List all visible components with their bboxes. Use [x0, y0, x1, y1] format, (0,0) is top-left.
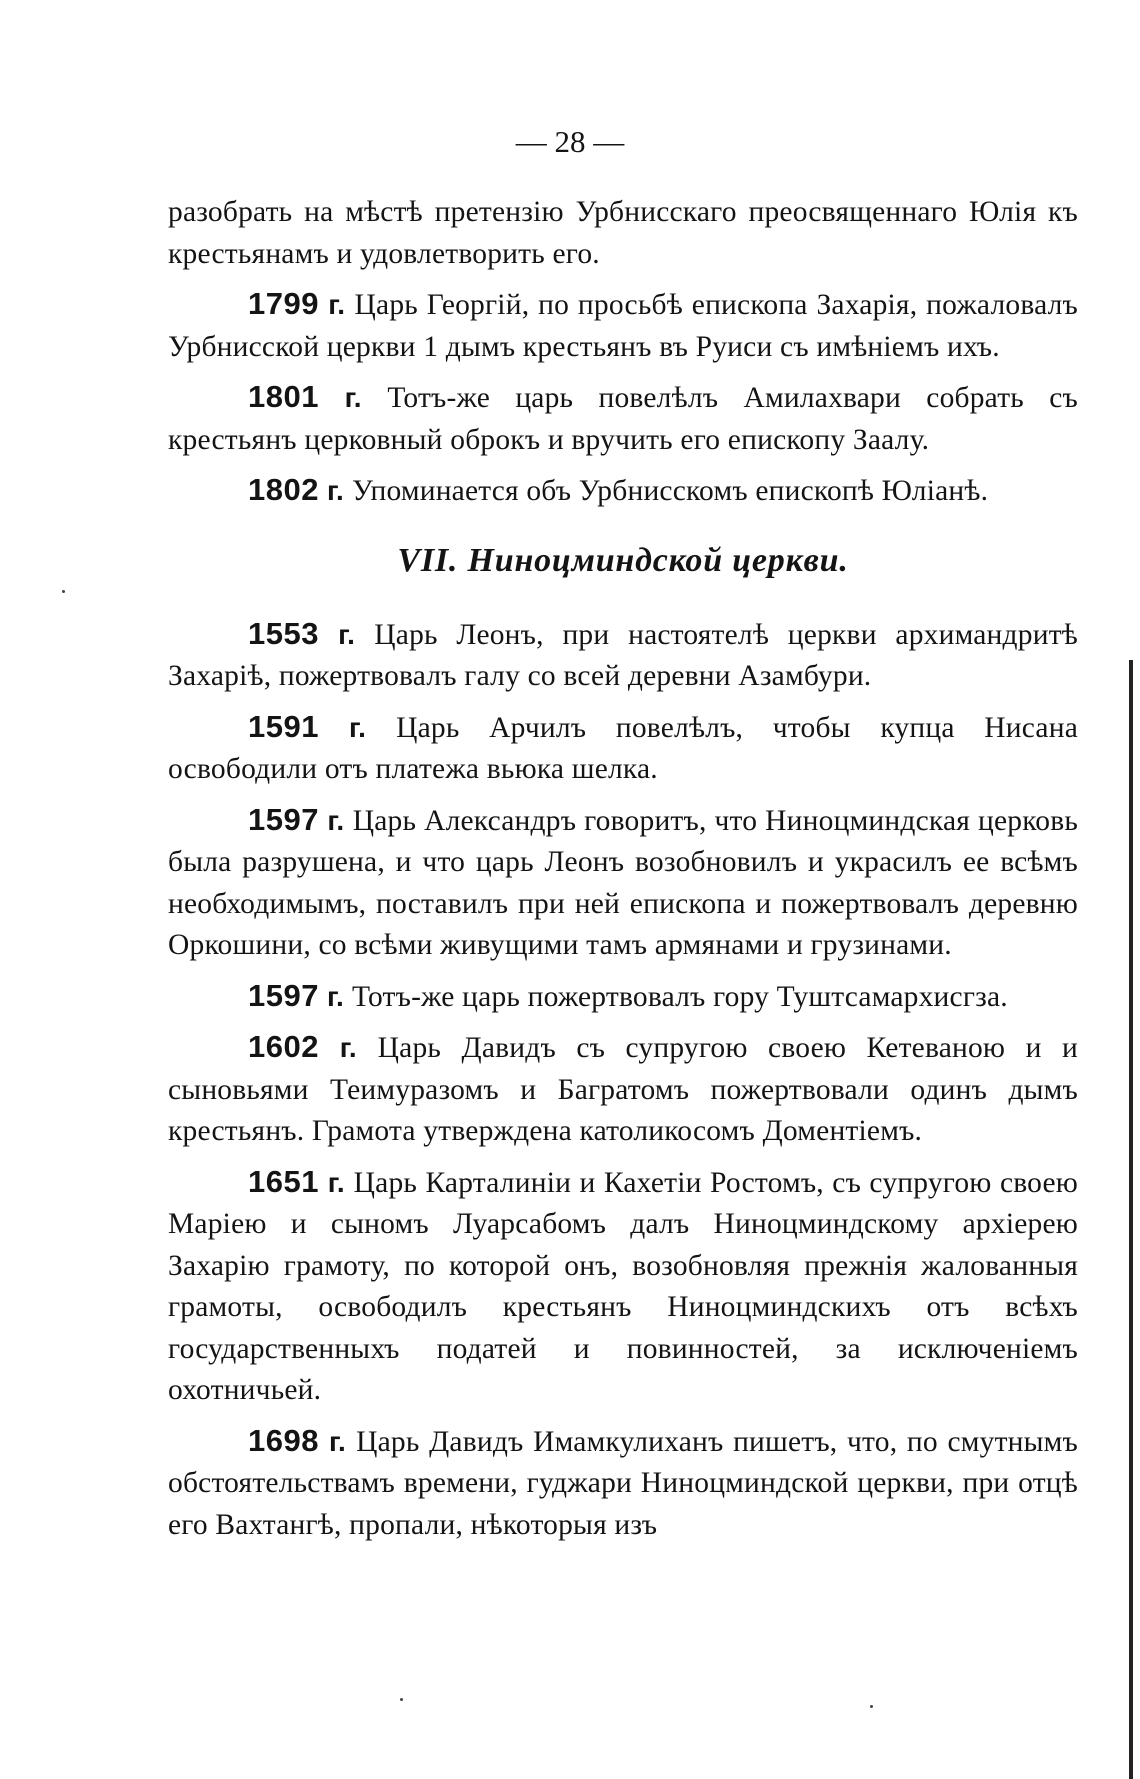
scan-speck [870, 1705, 873, 1708]
entry-1801 [168, 376, 1078, 461]
entry-text: Царь Арчилъ повелѣлъ, чтобы купца Нисана освободили отъ платежа вьюка шелка. [168, 711, 1078, 785]
entry-year: 1553 [248, 615, 319, 651]
year-suffix: г. [318, 1166, 354, 1198]
entry-year: 1591 [248, 708, 319, 744]
entry-text: Царь Георгій, по просьбѣ епископа Захарія, пожаловалъ Урбнисской церкви 1 дымъ крестьянъ въ Руиси съ имѣніемъ ихъ. [168, 289, 1079, 363]
entry-text: Царь Леонъ, при настоятелѣ церкви архимандритѣ Захаріѣ, пожертвовалъ галу со всей деревни Азамбури. [168, 618, 1078, 692]
entry-text: Тотъ-же царь повелѣлъ Амилахвари собрать съ крестьянъ церковный оброкъ и вручить его епископу Заалу. [168, 382, 1078, 456]
text-column [168, 192, 1078, 1554]
year-suffix: г. [318, 980, 352, 1012]
scan-speck [400, 1698, 403, 1701]
entry-text: Упоминается объ Урбнисскомъ епископѣ Юліанѣ. [351, 475, 989, 507]
page-number: — 28 — [515, 124, 625, 159]
entry-text: Царь Давидъ Имамкулиханъ пишетъ, что, по смутнымъ обстоятельствамъ времени, гуджари Ниноцминдской церкви, при отцѣ его Вахтангѣ, пропали, нѣкоторыя изъ [168, 1425, 1078, 1541]
entry-text: Царь Карталиніи и Кахетіи Ростомъ, съ супругою своею Маріею и сыномъ Луарсабомъ далъ Ниноцминдскому архіерею Захарію грамоту, по которой онъ, возобновляя прежнія жалованныя грамоты, освободилъ крестьянъ Ниноцминдскихъ отъ всѣхъ государственныхъ податей и повинностей, за исключеніемъ охотничьей. [168, 1166, 1079, 1406]
entry-1553 [168, 613, 1078, 698]
entry-year: 1801 [248, 379, 319, 414]
year-suffix: г. [318, 711, 397, 743]
year-suffix: г. [318, 289, 355, 320]
entry-year: 1802 [248, 472, 319, 507]
entry-1698 [168, 1420, 1078, 1547]
entry-1799 [168, 283, 1078, 368]
year-suffix: г. [318, 1032, 378, 1063]
entry-1802 [168, 469, 1078, 513]
entry-text: Царь Александръ говоритъ, что Ниноцминдская церковь была разрушена, и что царь Леонъ возобновилъ и украсилъ ее всѣмъ необходимымъ, поставилъ при ней епископа и пожертвовалъ деревню Оркошини, со всѣми живущими тамъ армянами и грузинами. [168, 804, 1079, 961]
year-suffix: г. [318, 382, 388, 413]
entry-1591 [168, 706, 1078, 791]
entry-year: 1602 [248, 1029, 319, 1064]
year-suffix: г. [318, 1425, 357, 1457]
entry-1597-a [168, 799, 1078, 967]
year-suffix: г. [318, 804, 353, 836]
entry-1597-b [168, 975, 1078, 1019]
entry-1651 [168, 1161, 1078, 1412]
binding-edge [1129, 660, 1133, 1779]
year-suffix: г. [318, 475, 352, 506]
entry-year: 1597 [248, 977, 319, 1013]
entry-year: 1597 [248, 801, 319, 837]
entry-year: 1799 [248, 286, 319, 321]
entry-1602 [168, 1026, 1078, 1153]
entry-year: 1698 [248, 1422, 319, 1458]
scan-speck [62, 590, 65, 593]
entry-text: Тотъ-же царь пожертвовалъ гору Туштсамархисгза. [351, 980, 1008, 1013]
year-suffix: г. [318, 618, 375, 650]
entry-year: 1651 [248, 1163, 319, 1199]
section-heading: VII. Ниноцминдской церкви. [397, 541, 849, 579]
opening-paragraph: разобрать на мѣстѣ претензію Урбнисскаго преосвященнаго Юлія къ крестьянамъ и удовлетворить его. [168, 196, 1078, 270]
entry-text: Царь Давидъ съ супругою своею Кетеваною и и сыновьями Теимуразомъ и Багратомъ пожертвовали одинъ дымъ крестьянъ. Грамота утверждена католикосомъ Доментіемъ. [168, 1032, 1078, 1147]
